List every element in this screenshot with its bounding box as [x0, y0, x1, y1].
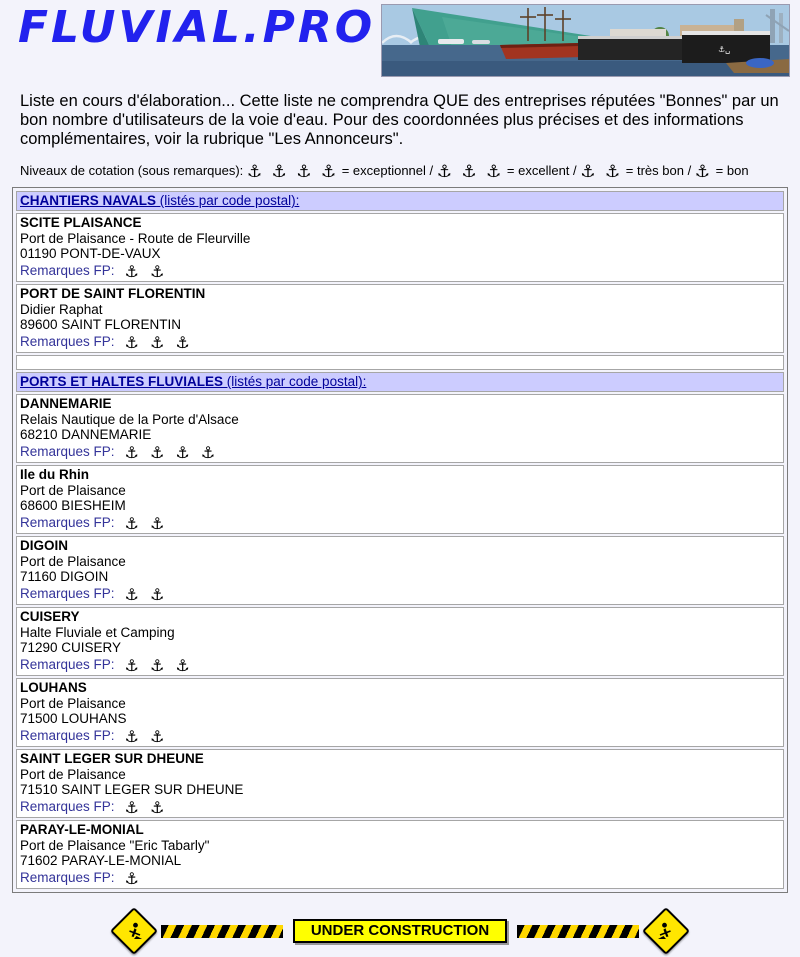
under-construction-label: UNDER CONSTRUCTION	[293, 919, 507, 943]
entry-remarks	[20, 586, 780, 602]
site-logo: FLUVIAL.PRO	[18, 2, 376, 53]
entry-name: CUISERY	[20, 609, 80, 624]
entry-description: Relais Nautique de la Porte d'Alsace	[20, 411, 239, 427]
anchor-rating-icons: ⚓ ⚓	[116, 261, 168, 281]
remarks-label: Remarques FP:	[20, 727, 115, 743]
entry-address: 89600 SAINT FLORENTIN	[20, 317, 182, 332]
entry-description: Port de Plaisance "Eric Tabarly"	[20, 837, 210, 853]
svg-text:⚓␣: ⚓␣	[718, 45, 731, 54]
listing-entry	[16, 749, 784, 818]
anchor-rating-icons: ⚓ ⚓ ⚓ ⚓	[246, 162, 339, 182]
rating-legend	[20, 162, 796, 182]
entry-description: Halte Fluviale et Camping	[20, 624, 175, 640]
anchor-rating-icons: ⚓ ⚓	[580, 162, 623, 182]
entry-description: Port de Plaisance	[20, 695, 126, 711]
entry-description: Port de Plaisance - Route de Fleurville	[20, 230, 251, 246]
harbor-photo	[381, 4, 790, 77]
legend-separator: /	[569, 163, 581, 178]
entry-name: SCITE PLAISANCE	[20, 215, 142, 230]
section-header-link[interactable]	[20, 374, 366, 389]
section-title: PORTS ET HALTES FLUVIALES	[20, 374, 224, 389]
anchor-rating-icons: ⚓ ⚓ ⚓	[116, 655, 193, 675]
hazard-stripes-left	[161, 925, 283, 938]
entry-remarks	[20, 515, 780, 531]
entry-name: PARAY-LE-MONIAL	[20, 822, 144, 837]
entry-remarks	[20, 657, 780, 673]
entry-name: DANNEMARIE	[20, 396, 112, 411]
entry-address: 71602 PARAY-LE-MONIAL	[20, 853, 182, 868]
remarks-label: Remarques FP:	[20, 514, 115, 530]
entry-name: LOUHANS	[20, 680, 87, 695]
rating-legend-text: = très bon	[622, 163, 684, 178]
section-subtitle: (listés par code postal):	[156, 193, 300, 208]
intro-text: Liste en cours d'élaboration... Cette liste ne comprendra QUE des entreprises réputées "Bonnes" par un bon nombre d'utilisateurs de la voie d'eau. Pour des coordonnées plus précises et des informations complémentaires, voir la rubrique "Les Annonceurs".	[20, 92, 779, 148]
entry-name: SAINT LEGER SUR DHEUNE	[20, 751, 204, 766]
masthead	[0, 0, 800, 80]
roadworks-sign-icon	[110, 907, 158, 955]
rating-legend-prefix: Niveaux de cotation (sous remarques):	[20, 163, 244, 178]
entry-remarks	[20, 334, 780, 350]
remarks-label: Remarques FP:	[20, 443, 115, 459]
remarks-label: Remarques FP:	[20, 869, 115, 885]
listings-table	[12, 187, 788, 893]
anchor-rating-icons: ⚓ ⚓	[116, 797, 168, 817]
entry-description: Port de Plaisance	[20, 553, 126, 569]
remarks-label: Remarques FP:	[20, 262, 115, 278]
entry-name: PORT DE SAINT FLORENTIN	[20, 286, 206, 301]
spacer-row	[16, 355, 784, 370]
entry-name: Ile du Rhin	[20, 467, 89, 482]
roadworks-sign-icon	[642, 907, 690, 955]
entry-remarks	[20, 263, 780, 279]
entry-description: Didier Raphat	[20, 301, 103, 317]
entry-address: 71290 CUISERY	[20, 640, 122, 655]
section-header	[16, 191, 784, 211]
listing-entry	[16, 536, 784, 605]
entry-remarks	[20, 870, 780, 886]
entry-address: 71500 LOUHANS	[20, 711, 127, 726]
anchor-rating-icons: ⚓ ⚓	[116, 584, 168, 604]
listing-entry	[16, 284, 784, 353]
anchor-rating-icons: ⚓ ⚓	[116, 726, 168, 746]
under-construction-banner	[0, 905, 800, 957]
rating-legend-text: = bon	[712, 163, 749, 178]
listing-entry	[16, 820, 784, 889]
listing-entry	[16, 607, 784, 676]
rating-legend-items	[246, 162, 749, 182]
anchor-rating-icons: ⚓ ⚓ ⚓	[436, 162, 504, 182]
anchor-rating-icons: ⚓ ⚓ ⚓	[116, 332, 193, 352]
section-header	[16, 372, 784, 392]
entry-description: Port de Plaisance	[20, 482, 126, 498]
entry-address: 68210 DANNEMARIE	[20, 427, 152, 442]
entry-address: 01190 PONT-DE-VAUX	[20, 246, 161, 261]
listing-entry	[16, 394, 784, 463]
entry-remarks	[20, 799, 780, 815]
entry-address: 68600 BIESHEIM	[20, 498, 126, 513]
section-title: CHANTIERS NAVALS	[20, 193, 157, 208]
listing-entry	[16, 678, 784, 747]
entry-remarks	[20, 728, 780, 744]
entry-address: 71510 SAINT LEGER SUR DHEUNE	[20, 782, 244, 797]
anchor-rating-icons: ⚓ ⚓ ⚓ ⚓	[116, 442, 219, 462]
remarks-label: Remarques FP:	[20, 333, 115, 349]
listing-entry	[16, 213, 784, 282]
rating-legend-text: = exceptionnel	[338, 163, 426, 178]
rating-legend-text: = excellent	[503, 163, 570, 178]
section-header-link[interactable]	[20, 193, 299, 208]
anchor-rating-icons: ⚓ ⚓	[116, 513, 168, 533]
legend-separator: /	[683, 163, 695, 178]
listing-entry	[16, 465, 784, 534]
entry-description: Port de Plaisance	[20, 766, 126, 782]
remarks-label: Remarques FP:	[20, 656, 115, 672]
anchor-rating-icons: ⚓	[116, 868, 142, 888]
hazard-stripes-right	[517, 925, 639, 938]
worker-digging-icon	[656, 921, 676, 941]
remarks-label: Remarques FP:	[20, 798, 115, 814]
section-subtitle: (listés par code postal):	[223, 374, 367, 389]
entry-remarks	[20, 444, 780, 460]
worker-digging-icon	[124, 921, 144, 941]
entry-name: DIGOIN	[20, 538, 69, 553]
remarks-label: Remarques FP:	[20, 585, 115, 601]
legend-separator: /	[425, 163, 437, 178]
anchor-rating-icons: ⚓	[694, 162, 713, 182]
entry-address: 71160 DIGOIN	[20, 569, 109, 584]
